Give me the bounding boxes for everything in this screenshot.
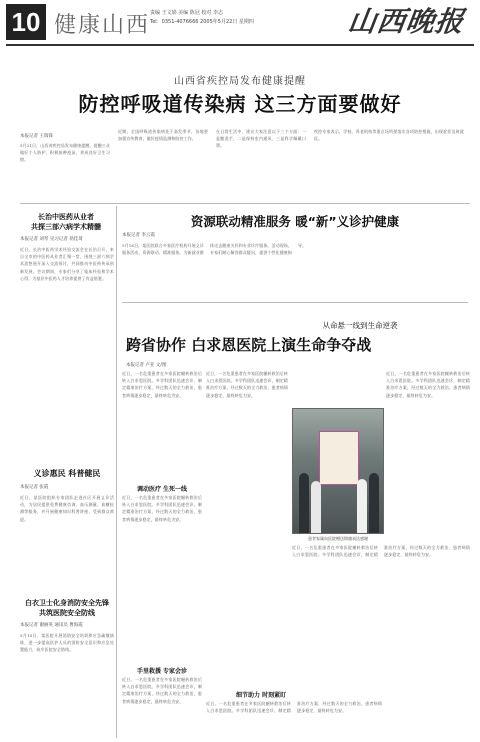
main-paragraph [314,128,464,198]
left-story3-title-1: 白衣卫士化身消防安全先锋 [25,599,109,607]
rescue-headline: 跨省协作 白求恩医院上演生命争夺战 [126,336,372,354]
main-paragraph-3: 在日常生活中，建议大家注意以下三个方面：一是勤洗手，二是保持室内通风，三是科学佩戴口罩。 [216,129,306,149]
rescue-body-right [386,370,470,536]
main-paragraph-1: 5月21日，山西省疾控局发布健康提醒，提醒公众做好个人防护，积极接种疫苗，养成良好卫生习惯。 [20,143,110,163]
mid-kicker: 从命悬一线到生命逆袭 [322,321,398,330]
news-photo [292,408,384,534]
rescue-subhead-1: 调动医疗 生死一线 [136,486,188,493]
section-divider [122,302,468,303]
section-divider [20,203,470,204]
left-story3-text: 5月15日，某医院开展消防安全培训和应急疏散演练，进一步提高医护人员的消防安全意识和应急处置能力，筑牢医院安全防线。 [20,633,114,653]
rescue-body-5-text: 近日，一名危重患者在多家医院辗转救治后转入白求恩医院。多学科团队迅速会诊，制定精准治疗方案，经过数天的全力救治，患者病情逐步稳定，最终转危为安。 [206,701,382,714]
photo-person [369,473,379,533]
main-paragraph-2: 近期，全国呼吸道传染病处于高发季节，各地要加强宣传教育，做好疫情监测和防控工作。 [118,129,208,142]
main-paragraph [216,128,306,198]
rescue-body-2 [122,494,202,652]
rescue-byline: 本报记者 卢亚 文/图 [126,363,167,368]
main-headline: 防控呼吸道传染病 这三方面要做好 [78,92,402,116]
main-paragraph-4: 疾控专家表示，学校、养老机构等重点场所要落实各项防控措施，出现症状及时就医。 [314,129,464,142]
main-byline: 本报记者 王瑞锋 [20,134,53,139]
rescue-body [122,370,202,484]
left-story-body [20,246,114,466]
masthead-meta [150,9,254,27]
rescue-body-3-text: 近日，一名危重患者在多家医院辗转救治后转入白求恩医院。多学科团队迅速会诊，制定精准治疗方案，经过数天的全力救治，患者病情逐步稳定，最终转危为安。 [206,371,288,398]
mid-body [122,242,468,296]
left-story2-text: 近日，某医院组织专家团队走进社区开展义诊活动，为居民提供免费健康咨询、血压测量、血糖检测等服务，并开展健康知识科普讲座，受到群众欢迎。 [20,495,114,522]
page-header [0,0,480,46]
rescue-body-4-text: 近日，一名危重患者在多家医院辗转救治后转入白求恩医院。多学科团队迅速会诊，制定精准治疗方案，经过数天的全力救治，患者病情逐步稳定，最终转危为安。 [122,677,202,704]
rescue-subhead-3: 细节助力 时刻紧盯 [236,692,287,699]
left-story-title-1: 长治中医药从业者 [38,213,94,221]
newspaper-logo: 山西晚报 [345,5,467,38]
photo-caption: 患者家属向医院赠送锦旗表达感谢 [308,536,368,541]
column-divider [116,206,117,738]
photo-banner [319,431,359,485]
rescue-body-bottom-text: 近日，一名危重患者在多家医院辗转救治后转入白求恩医院。多学科团队迅速会诊，制定精准治疗方案，经过数天的全力救治，患者病情逐步稳定，最终转危为安。 [292,545,470,558]
rescue-body-right-text: 近日，一名危重患者在多家医院辗转救治后转入白求恩医院。多学科团队迅速会诊，制定精准治疗方案，经过数天的全力救治，患者病情逐步稳定，最终转危为安。 [386,371,470,398]
photo-person [299,473,309,533]
rescue-body-text: 近日，一名危重患者在多家医院辗转救治后转入白求恩医院。多学科团队迅速会诊，制定精准治疗方案，经过数天的全力救治，患者病情逐步稳定，最终转危为安。 [122,371,202,398]
left-story-byline: 本报记者 刘琴 见习记者 翁佳琦 [20,237,83,242]
contact-date: Tel：0351-4076666 2005年5月22日 星期四 [150,19,254,25]
left-story2-byline: 本报记者 张霞 [20,485,49,490]
left-story3-title-2: 共筑医院安全防线 [39,609,95,617]
left-story2-title: 义诊惠民 科普健民 [33,469,101,478]
left-story3-byline: 本报记者 谢丽英 通讯员 曹海霞 [20,623,83,628]
main-kicker: 山西省疾控局发布健康提醒 [174,76,306,87]
header-divider [6,44,474,46]
rescue-body-2-text: 近日，一名危重患者在多家医院辗转救治后转入白求恩医院。多学科团队迅速会诊，制定精准治疗方案，经过数天的全力救治，患者病情逐步稳定，最终转危为安。 [122,495,202,522]
main-paragraph [20,142,110,200]
page-number: 10 [6,4,46,40]
photo-person [357,479,367,533]
left-story-text: 近日，长治中医药学术经验交流会在长治召开。来自全市的中医药从业者汇聚一堂，围绕三部六病学术思想展开深入交流探讨，共同推动中医药传承创新发展。会议期间，专家们分享了临床经验和学术心得，为基层中医药人才培养提供了有益借鉴。 [20,247,114,281]
rescue-body-4 [122,676,202,736]
main-paragraph [118,128,208,198]
mid-headline: 资源联动精准服务 暖“新”义诊护健康 [190,214,400,229]
rescue-body-3 [206,370,288,670]
rescue-body-bottom [292,544,470,736]
section-title: 健康山西 [54,13,151,38]
left-story3-body [20,632,114,736]
mid-byline: 本报记者 李云霞 [122,233,155,238]
left-story-title-2: 共探三部六病学术精髓 [31,223,101,231]
photo-person [311,481,321,533]
left-story2-body [20,494,114,594]
rescue-subhead-2: 手里救援 专家会诊 [136,668,188,675]
editor-credits: 责编 王文娟 美编 陈冠 校对 李志 [150,10,223,16]
mid-body-text: 5月16日，某医院联合多家医疗机构开展义诊服务活动，资源联动、精准服务，为新就业群体送去健康关怀和专业诊疗服务。活动现场，专家们耐心解答群众疑问，提供个性化健康指导。 [122,243,307,256]
